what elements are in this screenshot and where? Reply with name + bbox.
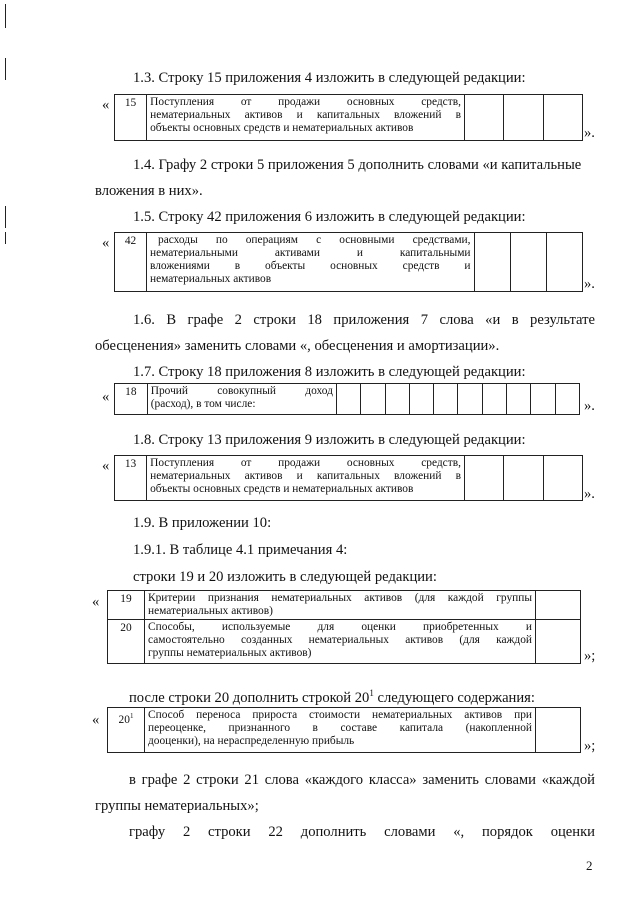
row-number: 13: [115, 456, 147, 501]
paragraph-column-2-row-21-cont: группы нематериальных»;: [95, 798, 259, 814]
value-cell: [504, 95, 543, 141]
row-description: [145, 708, 536, 753]
row-number: 42: [115, 233, 147, 292]
close-quote: »;: [584, 738, 596, 754]
paragraph-1-3: 1.3. Строку 15 приложения 4 изложить в следующей редакции:: [133, 70, 526, 86]
close-quote: ».: [584, 276, 595, 292]
description-line: нематериальных активов и капитальных вложений в: [150, 109, 461, 121]
paragraph-1-9: 1.9. В приложении 10:: [133, 515, 272, 531]
value-cell: [555, 384, 579, 415]
paragraph-1-4: 1.4. Графу 2 строки 5 приложения 5 дополнить словами «и капитальные: [133, 157, 582, 173]
value-cell: [336, 384, 360, 415]
close-quote: ».: [584, 398, 595, 414]
table-row-15: [114, 94, 583, 141]
page-number: 2: [586, 858, 593, 873]
description-line: переоценке, признанного в составе капитала (накопленной: [148, 722, 532, 734]
paragraph-1-6: 1.6. В графе 2 строки 18 приложения 7 слова «и в результате: [133, 312, 595, 328]
value-cell: [464, 95, 503, 141]
description-line: нематериальных активов): [148, 605, 273, 617]
table-row-18: [114, 383, 580, 415]
margin-mark: [5, 4, 6, 28]
row-description: [147, 456, 465, 501]
value-cell: [474, 233, 510, 292]
open-quote: «: [92, 712, 100, 728]
value-cell: [482, 384, 506, 415]
value-cell: [434, 384, 458, 415]
value-cell: [531, 384, 555, 415]
paragraph-rows-19-20: строки 19 и 20 изложить в следующей редакции:: [133, 569, 437, 585]
paragraph-after-row-20: после строки 20 дополнить строкой $20^1$ следующего содержания:: [129, 688, 535, 706]
description-line: самостоятельно созданных нематериальных активов (для каждой: [148, 634, 532, 646]
value-cell: [536, 591, 581, 620]
description-line: объекты основных средств и нематериальных активов: [150, 122, 414, 134]
value-cell: [506, 384, 530, 415]
description-line: нематериальных активов: [150, 273, 272, 285]
close-quote: ».: [584, 486, 595, 502]
value-cell: [464, 456, 503, 501]
value-cell: [543, 95, 582, 141]
row-number: 18: [115, 384, 148, 415]
paragraph-1-6-cont: обесценения» заменить словами «, обесценения и амортизации».: [95, 338, 500, 354]
description-line: объекты основных средств и нематериальных активов: [150, 483, 414, 495]
paragraph-column-2-row-22: графу 2 строки 22 дополнить словами «, порядок оценки: [129, 824, 595, 840]
margin-mark: [5, 206, 6, 228]
description-line: Поступления от продажи основных средств,: [150, 457, 461, 469]
description-line: вложениями в объекты основных средств и: [150, 260, 471, 272]
open-quote: «: [102, 458, 110, 474]
value-cell: [504, 456, 543, 501]
row-description: [147, 384, 336, 415]
value-cell: [536, 708, 581, 753]
value-cell: [458, 384, 482, 415]
row-number: 20: [108, 620, 145, 664]
close-quote: »;: [584, 648, 596, 664]
row-description: [147, 233, 474, 292]
description-line: Поступления от продажи основных средств,: [150, 96, 461, 108]
open-quote: «: [102, 235, 110, 251]
row-number: 15: [115, 95, 147, 141]
paragraph-1-4-cont: вложения в них».: [95, 183, 203, 199]
description-line: нематериальных активов и капитальных вложений в: [150, 470, 461, 482]
description-line: (расход), в том числе:: [150, 398, 256, 410]
close-quote: ».: [584, 125, 595, 141]
table-row-42: [114, 232, 583, 292]
description-line: Прочий совокупный доход: [150, 385, 333, 397]
open-quote: «: [102, 97, 110, 113]
paragraph-1-9-1: 1.9.1. В таблице 4.1 примечания 4:: [133, 542, 348, 558]
value-cell: [536, 620, 581, 664]
description-line: нематериальными активами и капитальными: [150, 247, 471, 259]
margin-mark: [5, 232, 6, 244]
table-row-13: [114, 455, 583, 501]
row-description: [145, 591, 536, 620]
paragraph-1-7: 1.7. Строку 18 приложения 8 изложить в следующей редакции:: [133, 364, 526, 380]
description-line: расходы по операциям с основными средствами,: [158, 234, 471, 246]
value-cell: [546, 233, 582, 292]
row-description: [147, 95, 465, 141]
table-row-20-1: [107, 707, 581, 753]
paragraph-column-2-row-21: в графе 2 строки 21 слова «каждого класса» заменить словами «каждой: [129, 772, 595, 788]
paragraph-1-5: 1.5. Строку 42 приложения 6 изложить в следующей редакции:: [133, 209, 526, 225]
description-line: группы нематериальных активов): [148, 647, 312, 659]
description-line: Способ переноса прироста стоимости нематериальных активов при: [148, 709, 532, 721]
row-number: 19: [108, 591, 145, 620]
margin-mark: [5, 58, 6, 80]
value-cell: [385, 384, 409, 415]
table-rows-19-20: [107, 590, 581, 664]
description-line: Критерии признания нематериальных активов (для каждой группы: [148, 592, 532, 604]
description-line: дооценки), на нераспределенную прибыль: [148, 735, 355, 747]
open-quote: «: [102, 389, 110, 405]
value-cell: [543, 456, 582, 501]
open-quote: «: [92, 594, 100, 610]
row-number: $20^1$: [108, 708, 145, 753]
value-cell: [409, 384, 433, 415]
value-cell: [361, 384, 385, 415]
description-line: Способы, используемые для оценки приобретенных и: [148, 621, 532, 633]
paragraph-1-8: 1.8. Строку 13 приложения 9 изложить в следующей редакции:: [133, 432, 526, 448]
value-cell: [510, 233, 546, 292]
row-description: [145, 620, 536, 664]
